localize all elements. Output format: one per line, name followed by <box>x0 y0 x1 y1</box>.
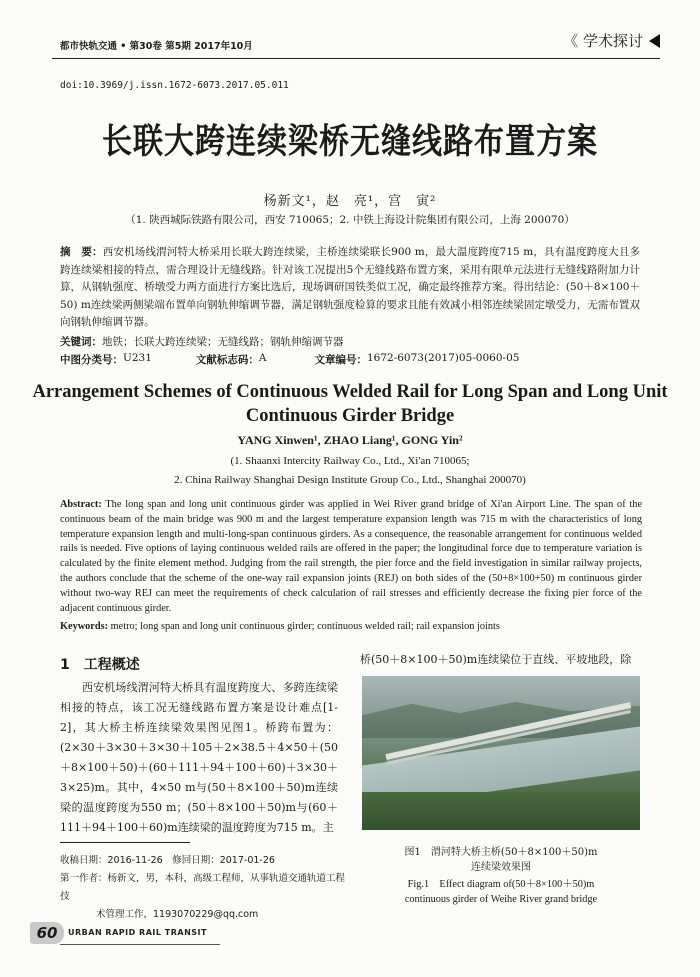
clc-label: 中图分类号： <box>60 354 123 366</box>
doc-code-value: A <box>258 352 267 364</box>
author-info-cont: 术管理工作，1193070229@qq.com <box>96 909 259 920</box>
affiliation-en-1: (1. Shaanxi Intercity Railway Co., Ltd., Xi'an 710065; <box>230 455 470 467</box>
body-text-right: 桥(50＋8×100＋50)m连续梁位于直线、平坡地段，除 <box>360 653 632 666</box>
footer-journal-name: URBAN RAPID RAIL TRANSIT <box>68 928 207 937</box>
classification-line <box>60 352 640 367</box>
footnote-divider <box>60 842 190 843</box>
body-text-left <box>60 678 338 838</box>
caption-cn-line: 图1 渭河特大桥主桥(50＋8×100＋50)m <box>404 847 598 858</box>
running-header-journal: 都市快轨交通 • 第30卷 第5期 2017年10月 <box>60 41 253 52</box>
keywords-en-text: metro; long span and long unit continuous girder; continuous welded rail; rail expansion joints <box>110 621 500 632</box>
header-divider <box>52 58 660 59</box>
section-heading: 1 工程概述 <box>60 657 140 673</box>
caption-en-line: continuous girder of Weihe River grand bridge <box>404 894 598 905</box>
keywords-en <box>60 621 642 632</box>
author-info: 第一作者：杨新文，男，本科，高级工程师，从事轨道交通轨道工程技 <box>60 873 346 902</box>
footnotes <box>60 852 350 924</box>
figure-caption-cn <box>362 845 640 875</box>
figure-caption-en <box>362 877 640 907</box>
affiliation-en-2: 2. China Railway Shanghai Design Institute Group Co., Ltd., Shanghai 200070) <box>174 474 526 486</box>
keywords-cn <box>60 334 640 349</box>
footer-rule <box>60 944 220 945</box>
abstract-cn <box>60 244 640 332</box>
ground <box>362 792 640 830</box>
doi: doi:10.3969/j.issn.1672-6073.2017.05.011 <box>60 80 289 91</box>
triangle-left-icon <box>649 34 660 48</box>
article-no-label: 文章编号： <box>314 354 367 366</box>
caption-en-line: Fig.1 Effect diagram of(50＋8×100＋50)m <box>407 879 595 890</box>
page-title-cn: 长联大跨连续梁桥无缝线路布置方案 <box>102 121 598 163</box>
affiliations-cn: （1. 陕西城际铁路有限公司，西安 710065；2. 中铁上海设计院集团有限公司，上海 200070） <box>125 214 575 226</box>
received-date: 收稿日期：2016-11-26 修回日期：2017-01-26 <box>60 855 275 866</box>
abstract-en-label: Abstract: <box>60 499 102 510</box>
article-no-value: 1672-6073(2017)05-0060-05 <box>366 352 520 364</box>
abstract-cn-label: 摘 要： <box>60 246 103 258</box>
section-label: 《 学术探讨 <box>563 32 643 50</box>
authors-en: YANG Xinwen¹, ZHAO Liang¹, GONG Yin² <box>237 433 463 447</box>
abstract-en <box>60 498 642 616</box>
paragraph: 西安机场线渭河特大桥具有温度跨度大、多跨连续梁相接的特点，该工况无缝线路布置方案是设计难点[1-2]，其大桥主桥连续梁效果图见图1。桥跨布置为：(2×30＋3×30＋3×30＋105＋2×38.5＋4×50＋(50＋8×100＋50)＋(60＋111＋94＋100＋60)＋3×30＋3×25)m。其中，4×50 m与(50＋8×100＋50)m连续梁的温度跨度为550 m；(50＋8×100＋50)m与(60＋111＋94＋100＋60)m连续梁的温度跨度为715 m。主 <box>60 681 338 834</box>
abstract-en-text: The long span and long unit continuous girder was applied in Wei River grand bridge of Xi'an Airport Line. The span of the continuous beam of the main bridge was 900 m and the largest temperature expansion length was 715 m with the characteristics of long temperature expansion length and multi-long-span continuous girders. As a consequence, the reasonable arrangement for continuous welded rails is needed. Five options of laying continuous welded rails are offered in the paper; the longitudinal force due to temperature variation is calculated by the finite element method. Judging from the rail strength, the pier force and the field investigation in similar railway projects, the authors conclude that the scheme of the one-way rail expansion joints (REJ) on both sides of the (50+8×100+50) m continuous girder without two-way REJ can meet the requirements of check calculation of rail stresses and efficiently decrease the fixing pier force of the adjacent continuous girder. <box>60 499 643 614</box>
keywords-en-label: Keywords: <box>60 621 109 632</box>
page-number: 60 <box>30 922 64 944</box>
page-footer <box>30 922 220 946</box>
abstract-cn-text: 西安机场线渭河特大桥采用长联大跨连续梁，主桥连续梁联长900 m，最大温度跨度715 m，具有温度跨度大且多跨连续梁相接的特点，需合理设计无缝线路。针对该工况提出5个无缝线路布置方案，采用有限单元法进行无缝线路附加力计算，从钢轨强度、桥墩受力两方面进行方案比选后，现场调研国铁类似工况，确定最终推荐方案。得出结论：(50＋8×100＋50) m连续梁两侧梁端布置单向钢轨伸缩调节器，满足钢轨强度检算的要求且能有效减小相邻连续梁固定墩受力，无需布置双向钢轨伸缩调节器。 <box>60 246 640 328</box>
clc-value: U231 <box>123 352 152 364</box>
authors-cn: 杨新文¹，赵 亮¹，宫 寅² <box>263 194 437 209</box>
page-title-en: Arrangement Schemes of Continuous Welded Rail for Long Span and Long Unit Continuous Girder Bridge <box>32 382 668 426</box>
running-header-section <box>563 30 660 51</box>
keywords-cn-label: 关键词： <box>60 336 102 348</box>
doc-code-label: 文献标志码： <box>195 354 259 366</box>
figure-bridge-image <box>362 676 640 830</box>
keywords-cn-text: 地铁；长联大跨连续梁；无缝线路；钢轨伸缩调节器 <box>102 336 344 348</box>
caption-cn-line: 连续梁效果图 <box>471 862 531 873</box>
